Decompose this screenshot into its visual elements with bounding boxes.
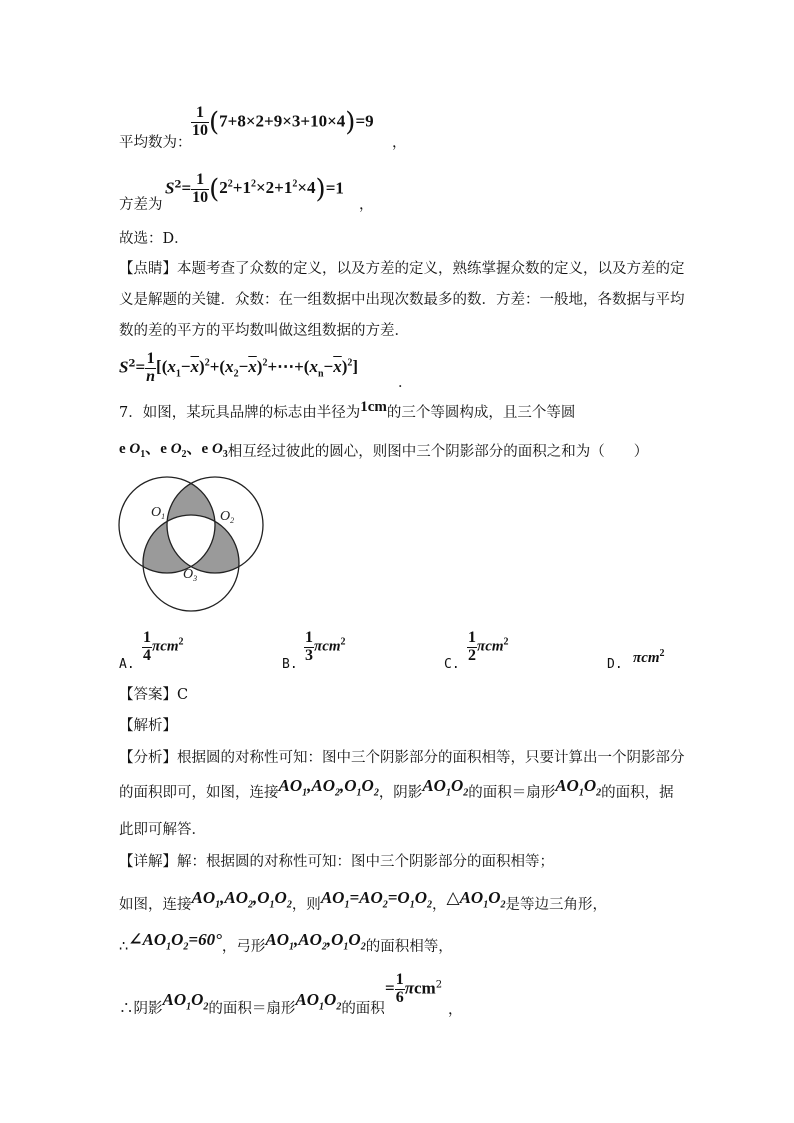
label-o2: $O_2$: [220, 509, 235, 525]
option-a-value: $\frac{1}{4}$ πcm$^2$: [143, 629, 184, 664]
variance-formula: $S^2=$ $\frac{1}{10}$ $(2^2+1^2\times 2+1^2\times 4)=1$: [165, 171, 344, 206]
q7-line1: 7．如图，某玩具品牌的标志由半径为1cm的三个等圆构成，且三个等圆: [119, 399, 576, 421]
mean-tail: ，: [392, 135, 407, 151]
option-a-letter: A.: [119, 657, 135, 672]
detail-line4-formula: = $\frac{1}{6}$ πcm$^2$: [385, 971, 443, 1006]
variance-tail: ，: [359, 197, 374, 213]
option-b-letter: B.: [282, 657, 298, 672]
detail-line4: ∴阴影$AO_1O_2$的面积＝扇形$AO_1O_2$的面积: [119, 990, 385, 1017]
q7-line2: e $O_1$、e $O_2$、e $O_3$相互经过彼此的圆心，则图中三个阴影部分的面积之和为（ ）: [119, 441, 649, 460]
answer: 【答案】C: [119, 687, 189, 703]
detail-line3: $\therefore\angle AO_1O_2=60^\circ$，弓形$AO_1,AO_2,O_1O_2$的面积相等，: [119, 930, 453, 955]
analysis-title: 【解析】: [119, 718, 177, 734]
label-o1: $O_1$: [151, 505, 166, 521]
formula-tail: ．: [398, 375, 413, 391]
variance-label: 方差为: [119, 197, 163, 213]
analysis-line3: 此即可解答．: [119, 822, 206, 838]
comment-line1: 【点睛】本题考查了众数的定义，以及方差的定义，熟练掌握众数的定义，以及方差的定: [119, 261, 685, 277]
option-c-letter: C.: [444, 657, 460, 672]
variance-definition-formula: $S^2=$ $\frac{1}{n}$ $[(x_1-\overline{x})^2+(x_2-\overline{x})^2+\cdots+(x_n-\overline{x})^2]$: [119, 350, 359, 385]
three-circles-figure: [115, 474, 275, 614]
option-d-value: πcm$^2$: [633, 648, 665, 666]
comment-line2: 义是解题的关键．众数：在一组数据中出现次数最多的数．方差：一般地，各数据与平均: [119, 292, 685, 308]
option-d-letter: D.: [607, 657, 623, 672]
option-c-value: $\frac{1}{2}$ πcm$^2$: [468, 629, 509, 664]
analysis-line2: 的面积即可，如图，连接$AO_1,AO_2,O_1O_2$，阴影$AO_1O_2$的面积＝扇形$AO_1O_2$的面积，据: [119, 776, 674, 801]
analysis-line1: 【分析】根据圆的对称性可知：图中三个阴影部分的面积相等，只要计算出一个阴影部分: [119, 750, 685, 766]
option-b-value: $\frac{1}{3}$ πcm$^2$: [305, 629, 346, 664]
mean-formula: $\frac{1}{10}$ (7+8×2+9×3+10×4)=9: [192, 104, 374, 139]
comment-line3: 数的差的平方的平均数叫做这组数据的方差．: [119, 323, 409, 339]
label-o3: $O_3$: [183, 567, 198, 583]
detail-line4-tail: ，: [448, 1002, 463, 1018]
detail-line1: 【详解】解：根据圆的对称性可知：图中三个阴影部分的面积相等；: [119, 854, 554, 870]
detail-line2: 如图，连接$AO_1,AO_2,O_1O_2$，则$AO_1=AO_2=O_1O_2$，$\triangle AO_1O_2$是等边三角形，: [119, 888, 607, 913]
choose-text: 故选：D．: [119, 231, 189, 247]
mean-label: 平均数为：: [119, 135, 192, 151]
